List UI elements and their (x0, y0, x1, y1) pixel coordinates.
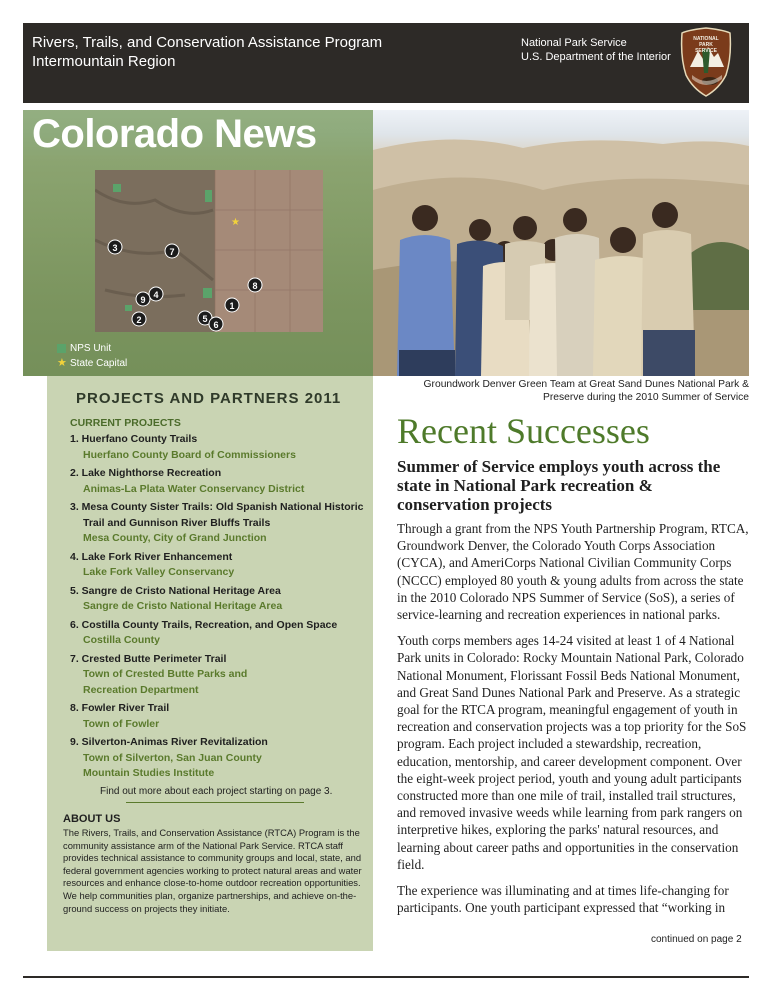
about-us-text: The Rivers, Trails, and Conservation Assistance (RTCA) Program is the community assistance arm of the National Park Service. RTCA staff provides technical assistance to community groups and local, state, and federal government agencies working to protect natural areas and water resources and enhance close-to-home outdoor recreation opportunities. We help communities plan, organize partnerships, and achieve on-the-ground success on projects they initiate. (63, 827, 362, 914)
nps-unit-marker (113, 184, 121, 192)
projects-list (70, 432, 370, 785)
map-marker-2 (132, 312, 146, 326)
svg-text:1: 1 (229, 301, 235, 311)
svg-text:9: 9 (140, 295, 146, 305)
svg-text:3: 3 (112, 243, 118, 253)
map-legend (57, 341, 127, 371)
project-partner: Town of Crested Butte Parks and Recreation Department (83, 668, 248, 696)
list-item (70, 652, 370, 699)
project-partner: Mountain Studies Institute (83, 767, 215, 779)
footer-rule (23, 976, 749, 978)
section-title: Recent Successes (397, 411, 650, 451)
map-marker-4 (149, 287, 163, 301)
program-title (32, 33, 382, 71)
logo-text-park: PARK (699, 42, 713, 48)
article-paragraph: The experience was illuminating and at times life-changing for participants. One youth participant expressed that “working in (397, 883, 729, 916)
nps-unit-swatch (57, 344, 66, 353)
map-marker-8 (248, 278, 262, 292)
map-marker-3 (108, 240, 122, 254)
svg-text:7: 7 (169, 247, 175, 257)
project-name: 2. Lake Nighthorse Recreation (70, 467, 222, 479)
svg-text:2: 2 (136, 315, 142, 325)
project-partner: Huerfano County Board of Commissioners (83, 448, 296, 461)
state-capital-star: ★ (231, 217, 240, 228)
logo-text-service: SERVICE (695, 48, 717, 54)
map-marker-9 (136, 292, 150, 306)
department-name: U.S. Department of the Interior (521, 51, 671, 63)
project-partner: Costilla County (83, 634, 161, 646)
map-marker-1 (225, 298, 239, 312)
youth-group-photo (385, 200, 703, 376)
list-item (70, 735, 370, 782)
list-item (70, 466, 370, 497)
map-marker-7 (165, 244, 179, 258)
about-us-heading: ABOUT US (63, 813, 121, 825)
map-marker-6 (209, 317, 223, 331)
list-item (70, 432, 370, 463)
agency-name: National Park Service (521, 37, 627, 49)
list-item (70, 701, 370, 732)
article-headline: Summer of Service employs youth across the state in National Park recreation & conservation projects (397, 457, 721, 514)
nps-unit-marker (205, 190, 212, 202)
legend-state-capital (57, 356, 127, 371)
photo-caption: Groundwork Denver Green Team at Great Sand Dunes National Park & Preserve during the 2010 Summer of Service (423, 379, 749, 403)
current-projects-label: CURRENT PROJECTS (70, 417, 181, 429)
project-name: 5. Sangre de Cristo National Heritage Area (70, 584, 281, 597)
project-name: 6. Costilla County Trails, Recreation, and Open Space (70, 618, 338, 631)
nps-unit-marker (203, 288, 212, 298)
colorado-map (95, 170, 323, 332)
list-item (70, 584, 370, 615)
list-item (70, 500, 370, 547)
project-partner: Mesa County, City of Grand Junction (83, 532, 267, 544)
project-name: 3. Mesa County Sister Trails: Old Spanish National Historic Trail and Gunnison River Bluffs Trails (70, 501, 364, 529)
project-name: 4. Lake Fork River Enhancement (70, 550, 233, 563)
project-partner: Town of Fowler (83, 717, 160, 730)
list-item (70, 550, 370, 581)
sidebar-divider (126, 802, 304, 803)
find-out-more-note: Find out more about each project starting on page 3. (100, 786, 333, 797)
list-item (70, 618, 370, 649)
svg-text:8: 8 (252, 281, 258, 291)
project-name: 1. Huerfano County Trails (70, 433, 198, 445)
legend-nps-unit (57, 341, 127, 356)
nps-unit-marker (125, 305, 132, 311)
program-name: Rivers, Trails, and Conservation Assistance Program (32, 34, 383, 51)
project-partner: Lake Fork Valley Conservancy (83, 566, 235, 578)
header-bar (23, 23, 749, 103)
continued-note: continued on page 2 (651, 934, 742, 945)
project-name: 8. Fowler River Trail (70, 702, 170, 714)
svg-text:5: 5 (202, 314, 208, 324)
logo-text-national: NATIONAL (693, 36, 719, 42)
agency-block (521, 36, 671, 64)
legend-capital-label: State Capital (70, 358, 128, 369)
project-partner: Animas-La Plata Water Conservancy District (83, 482, 305, 495)
project-partner: Town of Silverton, San Juan County (83, 751, 262, 764)
project-partner: Sangre de Cristo National Heritage Area (83, 600, 283, 612)
article-paragraph: Youth corps members ages 14-24 visited at least 1 of 4 National Park units in Colorado: Rocky Mountain National Park, Colorado National Monument, Florissant Fossil Beds National Monument, and Great Sand Dunes National Park and Preserve. As a strategic goal for the RTCA program, meaningful engagement of youth in recreation and conservation projects was a top priority for the SoS program. Each project included a stewardship, recreation, education, mentorship, and career development component. Over the eight-week project period, youth and young adult participants constructed more than one mile of trail, installed trail structures, and removed invasive weeds while learning from park rangers on interpretive hikes, exploring the parks' natural resources, and learning about career paths and opportunities in the conservation field. (397, 633, 747, 872)
sidebar-title: PROJECTS AND PARTNERS 2011 (76, 390, 342, 407)
project-name: 9. Silverton-Animas River Revitalization (70, 736, 268, 748)
nps-arrowhead-logo (680, 27, 732, 97)
legend-nps-label: NPS Unit (70, 343, 112, 354)
region-name: Intermountain Region (32, 53, 176, 70)
article-body (397, 520, 749, 925)
project-name: 7. Crested Butte Perimeter Trail (70, 652, 227, 665)
star-icon: ★ (57, 357, 67, 369)
article-paragraph: Through a grant from the NPS Youth Partnership Program, RTCA, Groundwork Denver, the Colorado Youth Corps Association (CYCA), and AmeriCorps National Civilian Community Corps (NCCC) employed 80 youth & young adults from across the state in the 2010 Colorado NPS Summer of Service (SoS), a series of service-learning and recreation experiences in national parks. (397, 521, 749, 623)
newsletter-title: Colorado News (32, 112, 317, 156)
svg-text:6: 6 (213, 320, 219, 330)
svg-text:4: 4 (153, 290, 159, 300)
